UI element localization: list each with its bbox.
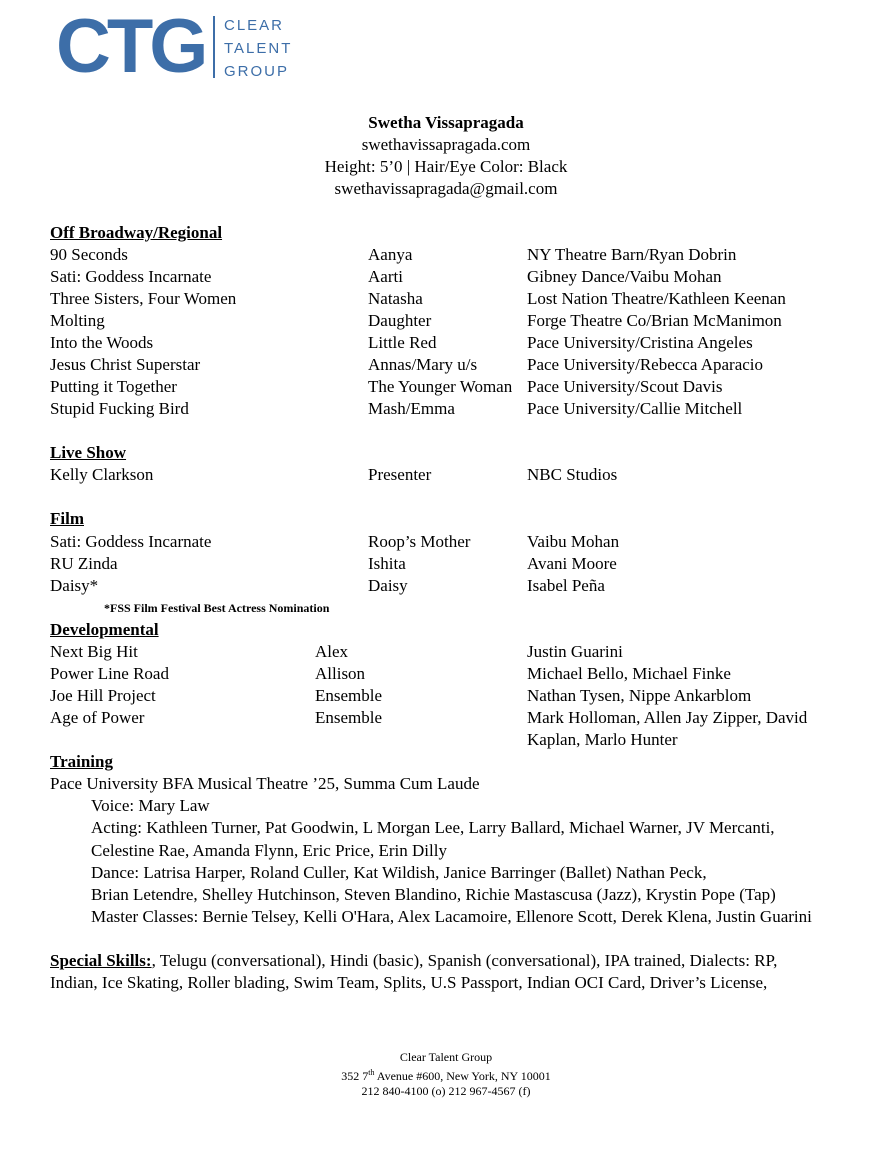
credit-role: Alex	[315, 642, 349, 661]
logo-word: CLEAR	[224, 17, 285, 34]
physical-stats: Height: 5’0 | Hair/Eye Color: Black	[324, 157, 568, 176]
credit-role: Daughter	[368, 311, 432, 330]
section-title-special-skills: Special Skills:	[50, 951, 152, 970]
credit-role: Mash/Emma	[368, 399, 455, 418]
credit-role: Roop’s Mother	[368, 532, 471, 551]
credit-role: Daisy	[368, 576, 408, 595]
credit-title: Daisy*	[50, 576, 99, 595]
email: swethavissapragada@gmail.com	[334, 179, 558, 198]
actor-name: Swetha Vissapragada	[368, 113, 524, 132]
credit-title: Three Sisters, Four Women	[50, 289, 237, 308]
section-title-film: Film	[50, 509, 84, 528]
credit-venue: Pace University/Scout Davis	[527, 377, 723, 396]
credit-creators: Nathan Tysen, Nippe Ankarblom	[527, 686, 752, 705]
address-part: Avenue #600, New York, NY 10001	[374, 1069, 551, 1083]
logo-divider	[213, 16, 215, 78]
credit-title: Age of Power	[50, 708, 145, 727]
credit-title: Putting it Together	[50, 377, 177, 396]
special-skills-line: Indian, Ice Skating, Roller blading, Swim Team, Splits, U.S Passport, Indian OCI Card, Driver’s License,	[50, 973, 768, 992]
logo-word: TALENT	[224, 40, 293, 57]
ctg-logo	[56, 4, 296, 89]
credit-title: Joe Hill Project	[50, 686, 156, 705]
training-line: Celestine Rae, Amanda Flynn, Eric Price, Erin Dilly	[91, 841, 447, 860]
credit-role: Ensemble	[315, 686, 383, 705]
section-title-training: Training	[50, 752, 113, 771]
credit-role: Natasha	[368, 289, 423, 308]
credit-role: Ensemble	[315, 708, 383, 727]
section-title-live-show: Live Show	[50, 443, 127, 462]
training-line: Dance: Latrisa Harper, Roland Culler, Kat Wildish, Janice Barringer (Ballet) Nathan Peck,	[91, 863, 707, 882]
credit-role: Aanya	[368, 245, 413, 264]
credit-title: Into the Woods	[50, 333, 154, 352]
credit-title: 90 Seconds	[50, 245, 128, 264]
training-line: Brian Letendre, Shelley Hutchinson, Steven Blandino, Richie Mastascusa (Jazz), Krystin Pope (Tap)	[91, 885, 776, 904]
credit-director: Avani Moore	[527, 554, 617, 573]
credit-title: Sati: Goddess Incarnate	[50, 532, 212, 551]
credit-creators: Kaplan, Marlo Hunter	[527, 730, 678, 749]
credit-role: Little Red	[368, 333, 437, 352]
credit-title: Kelly Clarkson	[50, 465, 154, 484]
credit-title: Next Big Hit	[50, 642, 138, 661]
credit-role: Presenter	[368, 465, 432, 484]
logo-word: GROUP	[224, 63, 290, 80]
credit-title: Stupid Fucking Bird	[50, 399, 189, 418]
training-school: Pace University BFA Musical Theatre ’25, Summa Cum Laude	[50, 774, 480, 793]
section-title-developmental: Developmental	[50, 620, 159, 639]
credit-role: Allison	[315, 664, 366, 683]
credit-venue: NY Theatre Barn/Ryan Dobrin	[527, 245, 737, 264]
credit-creators: Michael Bello, Michael Finke	[527, 664, 731, 683]
credit-title: RU Zinda	[50, 554, 118, 573]
footer	[0, 1050, 892, 1099]
credit-venue: Forge Theatre Co/Brian McManimon	[527, 311, 782, 330]
credit-creators: Mark Holloman, Allen Jay Zipper, David	[527, 708, 808, 727]
training-line: Master Classes: Bernie Telsey, Kelli O'Hara, Alex Lacamoire, Ellenore Scott, Derek Klena, Justin Guarini	[91, 907, 812, 926]
credit-director: Vaibu Mohan	[527, 532, 620, 551]
logo-words	[224, 14, 292, 83]
credit-role: Ishita	[368, 554, 406, 573]
training-line: Voice: Mary Law	[91, 796, 210, 815]
credit-venue: Lost Nation Theatre/Kathleen Keenan	[527, 289, 786, 308]
website: swethavissapragada.com	[361, 135, 531, 154]
credit-creators: Justin Guarini	[527, 642, 623, 661]
credit-director: Isabel Peña	[527, 576, 605, 595]
training-line: Acting: Kathleen Turner, Pat Goodwin, L Morgan Lee, Larry Ballard, Michael Warner, JV Mercanti,	[91, 818, 775, 837]
footer-address	[0, 1065, 892, 1084]
credit-venue: Pace University/Rebecca Aparacio	[527, 355, 764, 374]
special-skills-line	[50, 950, 777, 972]
address-sup: th	[368, 1068, 375, 1077]
credit-role: The Younger Woman	[368, 377, 513, 396]
film-note: *FSS Film Festival Best Actress Nomination	[104, 601, 330, 615]
footer-phone: 212 840-4100 (o) 212 967-4567 (f)	[361, 1084, 531, 1098]
credit-venue: Pace University/Cristina Angeles	[527, 333, 753, 352]
address-part: 352 7	[341, 1069, 369, 1083]
credit-venue: Gibney Dance/Vaibu Mohan	[527, 267, 722, 286]
section-title-off-broadway: Off Broadway/Regional	[50, 223, 223, 242]
credit-venue: Pace University/Callie Mitchell	[527, 399, 743, 418]
credit-title: Sati: Goddess Incarnate	[50, 267, 212, 286]
credit-role: Annas/Mary u/s	[368, 355, 478, 374]
credit-title: Power Line Road	[50, 664, 169, 683]
credit-venue: NBC Studios	[527, 465, 618, 484]
credit-title: Jesus Christ Superstar	[50, 355, 201, 374]
credit-title: Molting	[50, 311, 105, 330]
resume-header	[0, 112, 892, 200]
logo-letters: CTG	[56, 4, 205, 89]
skills-text: , Telugu (conversational), Hindi (basic), Spanish (conversational), IPA trained, Dialects: RP,	[151, 951, 778, 970]
credit-role: Aarti	[368, 267, 403, 286]
footer-company: Clear Talent Group	[399, 1050, 493, 1064]
